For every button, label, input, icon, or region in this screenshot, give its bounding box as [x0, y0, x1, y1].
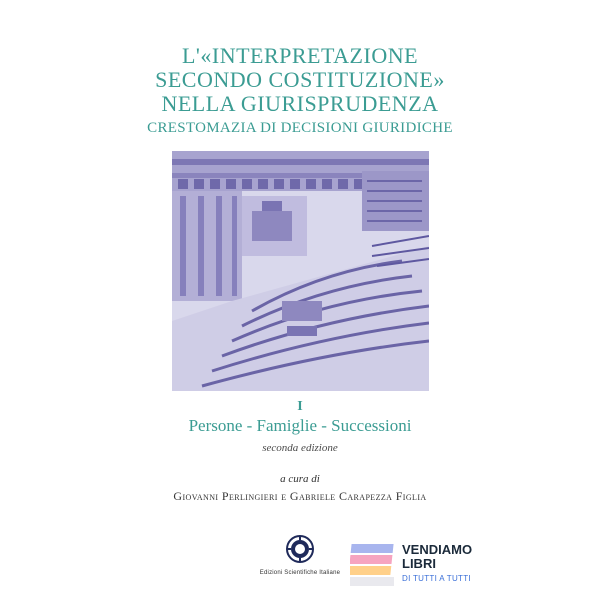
title-line-3: NELLA GIURISPRUDENZA — [161, 91, 439, 116]
badge-tagline: DI TUTTI A TUTTI — [402, 574, 471, 583]
vendiamo-libri-badge — [350, 540, 480, 588]
book-title — [0, 44, 600, 116]
title-line-2: SECONDO COSTITUZIONE» — [155, 67, 445, 92]
parliament-illustration-svg — [172, 151, 429, 391]
publisher-logo — [250, 535, 350, 576]
parliament-chamber-illustration — [172, 151, 429, 391]
publisher-name: Edizioni Scientifiche Italiane — [259, 570, 341, 576]
badge-line-1: VENDIAMO — [402, 542, 473, 557]
title-line-1: L'«INTERPRETAZIONE — [181, 43, 419, 68]
publisher-emblem-icon — [286, 535, 314, 563]
edition-label: seconda edizione — [262, 442, 338, 454]
volume-number: I — [297, 399, 303, 414]
editors-names: Giovanni Perlingieri e Gabriele Carapezza Figlia — [173, 489, 427, 503]
book-subtitle: CRESTOMAZIA DI DECISIONI GIURIDICHE — [147, 120, 453, 136]
books-stack-icon — [350, 540, 398, 588]
volume-title: Persone - Famiglie - Successioni — [188, 416, 412, 435]
curated-by-label: a cura di — [280, 473, 320, 485]
badge-line-2: LIBRI — [402, 556, 436, 571]
